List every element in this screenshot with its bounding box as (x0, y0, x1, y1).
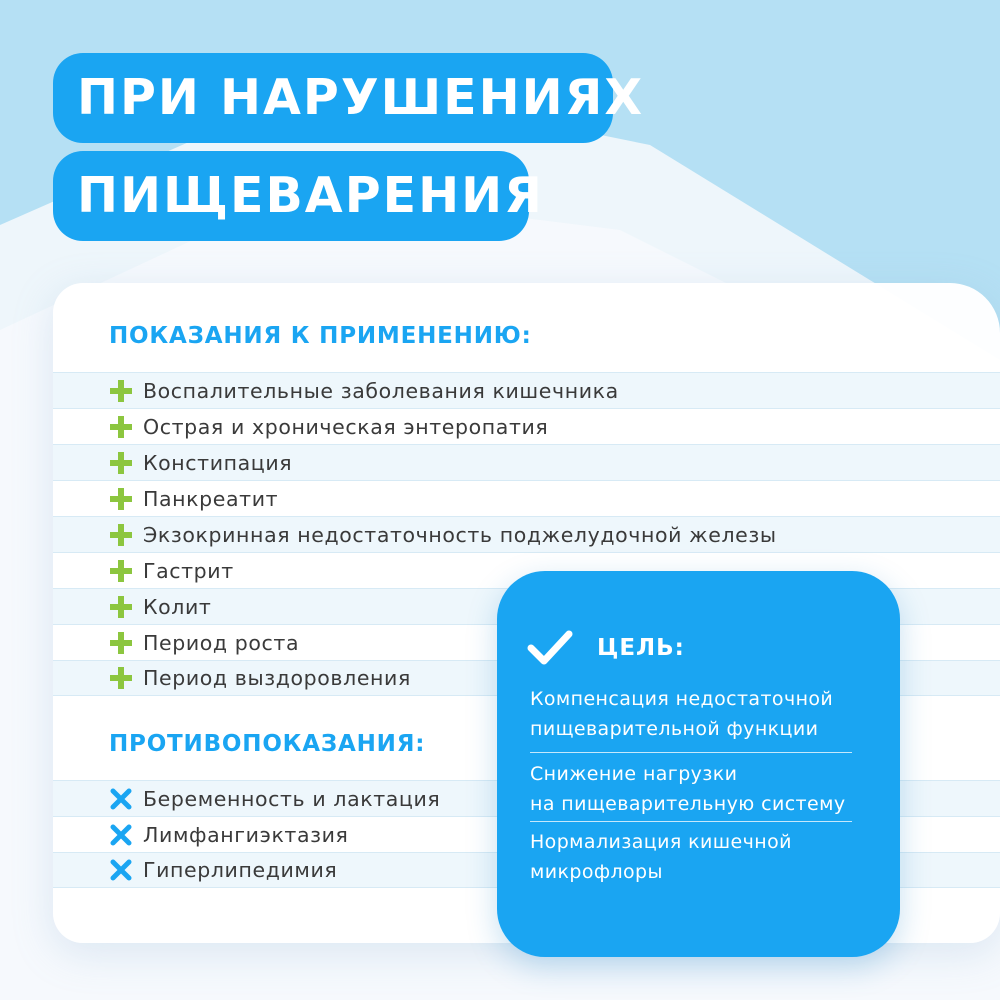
goal-item (530, 684, 852, 744)
indication-item (53, 444, 1000, 480)
contraindication-item-label: Гиперлипедимия (143, 858, 338, 882)
contraindication-item-label: Лимфангиэктазия (143, 822, 349, 847)
goal-item-line: микрофлоры (530, 861, 663, 883)
plus-icon (109, 595, 133, 619)
goal-panel (497, 571, 900, 957)
goal-item (530, 759, 852, 819)
indication-item-label: Период выздоровления (143, 666, 411, 690)
indication-item (53, 372, 1000, 408)
goal-item (530, 827, 852, 887)
goal-item-line: Снижение нагрузки (530, 763, 738, 785)
title-line-2: ПИЩЕВАРЕНИЯ (53, 151, 529, 241)
goal-item-line: Компенсация недостаточной (530, 688, 834, 710)
plus-icon (109, 415, 133, 439)
goal-item-line: на пищеварительную систему (530, 793, 846, 815)
cross-icon (109, 858, 133, 882)
indication-item-label: Панкреатит (143, 486, 279, 511)
goal-divider (530, 752, 852, 753)
plus-icon (109, 523, 133, 547)
indication-item-label: Констипация (143, 450, 293, 475)
indication-item-label: Воспалительные заболевания кишечника (143, 378, 619, 403)
indication-item-label: Экзокринная недостаточность поджелудочной железы (143, 522, 777, 547)
contraindication-item-label: Беременность и лактация (143, 786, 441, 811)
indication-item (53, 408, 1000, 444)
plus-icon (109, 631, 133, 655)
indications-heading: ПОКАЗАНИЯ К ПРИМЕНЕНИЮ: (109, 323, 532, 349)
cross-icon (109, 823, 133, 847)
goal-item-line: пищеварительной функции (530, 718, 819, 740)
plus-icon (109, 559, 133, 583)
indication-item-label: Острая и хроническая энтеропатия (143, 414, 549, 439)
indication-item-label: Колит (143, 594, 212, 619)
title-line-1: ПРИ НАРУШЕНИЯХ (53, 53, 613, 143)
indication-item-label: Гастрит (143, 558, 234, 583)
plus-icon (109, 666, 133, 690)
goal-divider (530, 821, 852, 822)
plus-icon (109, 379, 133, 403)
checkmark-icon (527, 628, 573, 668)
goal-heading: ЦЕЛЬ: (597, 635, 685, 661)
indication-item-label: Период роста (143, 630, 300, 655)
indication-item (53, 480, 1000, 516)
contraindications-heading: ПРОТИВОПОКАЗАНИЯ: (109, 731, 426, 757)
goal-item-line: Нормализация кишечной (530, 831, 792, 853)
plus-icon (109, 487, 133, 511)
cross-icon (109, 787, 133, 811)
indication-item (53, 516, 1000, 552)
plus-icon (109, 451, 133, 475)
